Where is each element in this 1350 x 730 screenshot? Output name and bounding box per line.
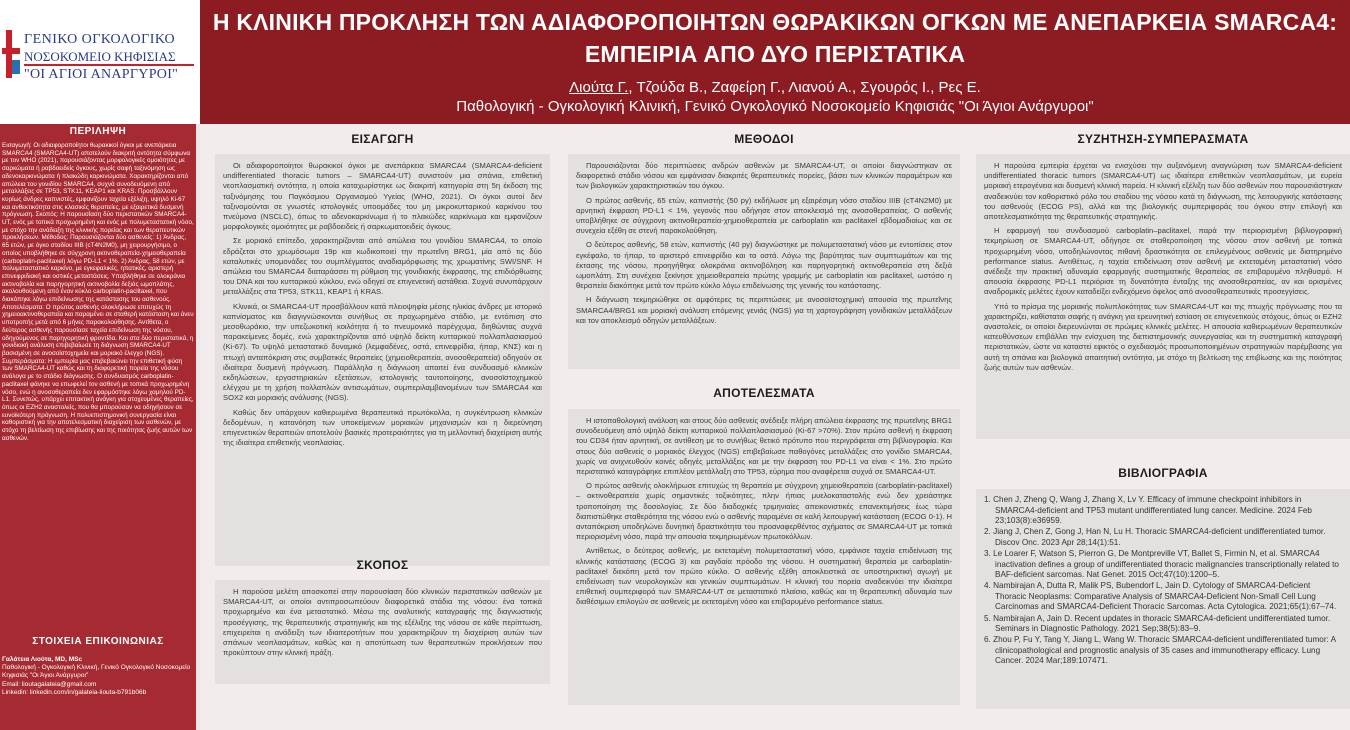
poster-body	[200, 124, 1350, 730]
contact-details	[2, 656, 194, 726]
reference-item: 6. Zhou P, Fu Y, Tang Y, Jiang L, Wang W. Thoracic SMARCA4-deficient undifferentiated tumor: A clinicopathological and prognostic analysis of 35 cases and immunotherapy efficacy. Lung Cancer. 2024 Mar;189:107471.	[984, 635, 1336, 666]
aim-paragraph-1: Η παρούσα μελέτη αποσκοπεί στην παρουσίαση δύο κλινικών περιστατικών ασθενών με SMARCA4-UT, οι οποίοι αντιπροσωπεύουν διαφορετικά στάδια της νόσου: ένα τοπικά προχωρημένο και ένα μεταστατικό. Μέσω της αναλυτικής καταγραφής της διαγνωστικής προσέγγισης, της θεραπευτικής στρατηγικής και της εξέλιξης της νόσου σε κάθε περίπτωση, επιχειρείται η ανάδειξη των ιδιαιτεροτήτων που χαρακτηρίζουν τη διαχείριση αυτών των σπάνιων νεοπλασμάτων, καθώς και η αποτύπωση των θεραπευτικών προκλήσεων που προκύπτουν στην κλινική πράξη.	[223, 587, 542, 658]
contact-heading: ΣΤΟΙΧΕΙΑ ΕΠΙΚΟΙΝΩΝΙΑΣ	[32, 636, 164, 647]
intro-paragraph-4: Καθώς δεν υπάρχουν καθιερωμένα θεραπευτικά πρωτόκολλα, η συγκέντρωση κλινικών δεδομένων, η κατανόηση των υποκείμενων μοριακών μηχανισμών και η διερεύνηση επιγενετικών θεραπειών αποτελούν βασικές προτεραιότητες για τη μελλοντική διαχείριση αυτής της ιδιαίτερα επιθετικής νεοπλασίας.	[223, 407, 542, 448]
discussion-heading: ΣΥΖΗΤΗΣΗ-ΣΥΜΠΕΡΑΣΜΑΤΑ	[1077, 132, 1249, 146]
results-paragraph-2: Ο πρώτος ασθενής ολοκλήρωσε επιτυχώς τη θεραπεία με σύγχρονη χημειοθεραπεία (carboplatin-paclitaxel) – ακτινοθεραπεία χωρίς σημαντικές τοξικότητες, πλην ήπιας μυελοκαταστολής ενώ δεν χρειάστηκε τροποποίηση της δοσολογίας. Σε δύο διαδοχικές τριμηνιαίες απεικονιστικές επανεκτιμήσεις έως τώρα διαπιστώθηκε σταθερότητα της νόσου ενώ ο ασθενής παραμένει σε καλή λειτουργική κατάσταση (ECOG 0-1). Η ανταπόκριση υποδηλώνει δυνητική δραστικότητα του προαναφερθέντος σχήματος σε SMARCA4-UT με τοπικά περιορισμένη νόσο, παρά την απουσία τεκμηριωμένων πρωτοκόλλων.	[576, 481, 952, 542]
other-authors: , Τζούδα Β., Ζαφείρη Γ., Λιανού Α., Σγουρός Ι., Ρες Ε.	[628, 79, 981, 96]
results-paragraph-3: Αντίθετως, ο δεύτερος ασθενής, με εκτεταμένη πολυμεταστατική νόσο, εμφάνισε ταχεία επιδείνωση της κλινικής κατάστασης (ECOG 3) και ραγδαία πρόοδο της νόσου. Η συστηματική θεραπεία με carboplatin-paclitaxel διεκόπη μετά τον πρώτο κύκλο. Ο ασθενής εξέθη αποκλειστικά σε υποστηρικτική αγωγή με επιδείνωση των νευρολογικών και γενικών συμπτωμάτων. Η κλινική του πορεία αναδεικνύει την ιδιαίτερα επιθετική συμπεριφορά των SMARCA4-UT σε μεταστατικό πλαίσιο, καθώς και τη θεραπευτική αδυναμία των διαθέσιμων επιλογών σε ασθενείς με εκτεταμένη νόσο και επιβαρυμένο performance status.	[576, 546, 952, 607]
contact-affiliation: Παθολογική - Ογκολογική Κλινική, Γενικό Ογκολογικό Νοσοκομείο Κηφισιάς "Οι Άγιοι Ανάργυροι"	[2, 664, 191, 680]
reference-item: 1. Chen J, Zheng Q, Wang J, Zhang X, Lv Y. Efficacy of immune checkpoint inhibitors in SMARCA4-deficient and TP53 mutant undifferentiated lung cancer. Medicine. 2024 Feb 23;103(8):e36959.	[984, 495, 1312, 526]
author-list	[210, 78, 1340, 97]
poster-header	[0, 0, 1350, 124]
methods-paragraph-1: Παρουσιάζονται δύο περιπτώσεις ανδρών ασθενών με SMARCA4-UT, οι οποίοι διαγνώστηκαν σε διαφορετικό στάδιο νόσου και εμφάνισαν διακριτές θεραπευτικές πορείες, βάσει των κλινικών παραμέτρων και των βιολογικών χαρακτηριστικών του όγκου.	[576, 161, 952, 191]
aim-section	[215, 580, 550, 684]
contact-email: Email: lioutagalateia@gmail.com	[2, 680, 97, 688]
poster-title-line-2: ΕΜΠΕΙΡΙΑ ΑΠΟ ΔΥΟ ΠΕΡΙΣΤΑΤΙΚΑ	[584, 41, 966, 67]
logo-text-line-2: ΝΟΣΟΚΟΜΕΙΟ ΚΗΦΙΣΙΑΣ	[24, 49, 176, 64]
poster-title	[210, 6, 1340, 70]
contact-name: Γαλάτεια Λιούτα, MD, MSc	[2, 656, 83, 663]
poster-title-line-1: Η ΚΛΙΝΙΚΗ ΠΡΟΚΛΗΣΗ ΤΩΝ ΑΔΙΑΦΟΡΟΠΟΙΗΤΩΝ ΘΩΡΑΚΙΚΩΝ ΟΓΚΩΝ ΜΕ ΑΝΕΠΑΡΚΕΙΑ SMARCA4:	[212, 9, 1338, 35]
methods-paragraph-4: Η διάγνωση τεκμηριώθηκε σε αμφότερες τις περιπτώσεις με ανοσοϊστοχημική απουσία της πρωτεΐνης SMARCA4/BRG1 και μοριακή ανάλυση επόμενης γενιάς (NGS) για τη χαρτογράφηση γονιδιακών μεταλλάξεων και τον αποκλεισμό οδηγών μεταλλάξεων.	[576, 295, 952, 325]
results-paragraph-1: Η ιστοπαθολογική ανάλυση και στους δύο ασθενείς ανέδειξε πλήρη απώλεια έκφρασης της πρωτεΐνης BRG1 συνοδευόμενη από υψηλό δείκτη κυτταρικού πολλαπλασιασμού (Ki-67 >70%). Στον πρώτο ασθενή η έκφραση του CD34 ήταν αρνητική, σε αντίθεση με το συνήθως θετικό πρότυπο που περιγράφεται στη βιβλιογραφία. Και στους δύο ασθενείς ο μοριακός έλεγχος (NGS) επιβεβαίωσε παθογόνες μεταλλάξεις στο γονίδιο SMARCA4, χωρίς να ανιχνευθούν κοινές οδηγές μεταλλάξεις και με την έκφραση του PD-L1 να είναι < 1%. Στο πρώτο περιστατικό καταγράφηκε επιπλέον μετάλλαξη στο TP53, εύρημα που αναφέρεται συχνά σε SMARCA4-UT.	[576, 416, 952, 477]
reference-item: 5. Nambirajan A, Jain D. Recent updates in thoracic SMARCA4-deficient undifferentiated tumor. Seminars in Diagnostic Pathology. 2021 Sep;38(5):83–9.	[984, 613, 1331, 634]
logo-text-line-3: "ΟΙ ΑΓΙΟΙ ΑΝΑΡΓΥΡΟΙ"	[24, 64, 194, 83]
summary-text: Εισαγωγή: Οι αδιαφοροποίητοι θωρακικοί όγκοι με ανεπάρκεια SMARCA4 (SMARCA4-UT) αποτελούν διακριτή οντότητα σύμφωνα με τον WHO (2021), παρουσιάζοντας μορφολογικές ομοιότητες με σαρκώματα ή ραβδοειδείς όγκους, χωρίς σαφή ταξινόμηση ως αδενοκαρκινώματα ή πλακώδη καρκινώματα. Χαρακτηρίζονται από απώλεια του γονιδίου SMARCA4, συχνά συνοδευόμενη από μεταλλάξεις σε TP53, STK11, KEAP1 και KRAS. Προσβάλλουν κυρίως άνδρες καπνιστές, εμφανίζουν ταχεία εξέλιξη, υψηλό Ki-67 και ανθεκτικότητα στις κλασικές θεραπείες, με εξαιρετικά δυσμενή πρόγνωση. Σκοπός: Η παρουσίαση δύο περιστατικών SMARCA4-UT, ενός με τοπικά προχωρημένη και ενός με πολυμεταστατική νόσο, με στόχο την ανάδειξη της κλινικής πορείας και των θεραπευτικών προκλήσεων. Μέθοδος: Παρουσιάζονται δύο ασθενείς: 1) Άνδρας, 65 ετών, με όγκο σταδίου IIIB (cT4N2M0), μη χειρουργήσιμο, ο οποίος υποβλήθηκε σε σύγχρονη ακτινοθεραπεία-χημειοθεραπεία (carboplatin-paclitaxel) λόγω PD-L1 < 1%. 2) Άνδρας, 58 ετών, με πολυμεταστατικό καρκίνο, με εγκεφαλικές, ηπατικές, αριστερή επινεφριδιακή και οστικές μεταστάσεις. Υποβλήθηκε σε ολοκράνια ακτινοβολία και παρηγορητική ακτινοβολία δεξιάς ωμοπλάτης, ακολουθούμενη από έναν κύκλο carboplatin-paclitaxel, που διακόπηκε λόγω επιδείνωσης της κατάστασης του ασθενούς. Αποτελέσματα: Ο πρώτος ασθενής ολοκλήρωσε επιτυχώς τη χημειοακτινοθεραπεία και παραμένει σε σταθερή κατάσταση και άνευ υποτροπής μετά από 6 μήνες παρακολούθησης. Αντίθετα, ο δεύτερος ασθενής παρουσίασε ταχεία επιδείνωση της νόσου, οδηγούμενος σε παρηγορητική φροντίδα. Και στα δύο περιστατικά, η γονιδιακή ανάλυση επιβεβαίωσε τη διάγνωση SMARCA4-UT βασισμένη σε ανοσοϊστοχημεία και μοριακό έλεγχο (NGS). Συμπεράσματα: Η εμπειρία μας επιβεβαιώνει την επιθετική φύση των SMARCA4-UT καθώς και τη διαφορετική πορεία της νόσου ανάλογα με το στάδιο διάγνωσης. Ο συνδυασμός carboplatin-paclitaxel φάνηκε να επωφελεί τον ασθενή με τοπικά προχωρημένη νόσο, ενώ η ανοσοθεραπεία δεν εφαρμόστηκε λόγω χαμηλού PD-L1. Συνεπώς, υπάρχει επιτακτική ανάγκη για στοχευμένες θεραπείες, όπως οι EZH2 αναστολείς, που θα μπορούσαν να οδηγήσουν σε ευνοϊκότερη πρόγνωση. Η πολυεπιστημονική συνεργασία είναι καθοριστική για την αποτελεσματική διαχείριση των ασθενών, με στόχο τη βελτίωση της επιβίωσης και της ποιότητας ζωής αυτών των ασθενών.	[2, 142, 194, 442]
discussion-paragraph-2: Η εφαρμογή του συνδυασμού carboplatin–paclitaxel, παρά την περιορισμένη βιβλιογραφική τεκμηρίωση σε SMARCA4-UT, οδήγησε σε σταθεροποίηση της νόσου στον ασθενή με τοπικά προχωρημένη νόσο, υποδηλώνοντας πιθανή δραστικότητα σε επιλεγμένους ασθενείς με διατηρημένο performance status. Αντιθέτως, η ταχεία επιδείνωση στον ασθενή με εκτεταμένη μεταστατική νόσο ανέδειξε την πρακτική αδυναμία εφαρμογής συστηματικής θεραπείας σε επιβαρυμένο πληθυσμό. Η απουσία έκφρασης PD-L1 περιόρισε τη δυνατότητα ένταξης της ανοσοθεραπείας, αν και ορισμένες αναδρομικές μελέτες έχουν καταδείξει ενδεχόμενο όφελος από ανοσοθεραπευτικές προσεγγίσεις.	[984, 226, 1342, 297]
references-heading: ΒΙΒΛΙΟΓΡΑΦΙΑ	[1118, 466, 1208, 480]
intro-paragraph-1: Οι αδιαφοροποίητοι θωρακικοί όγκοι με ανεπάρκεια SMARCA4 (SMARCA4-deficient undifferentiated thoracic tumors – SMARCA4-UT) συνιστούν μια σπάνια, επιθετική νεοπλασματική οντότητα, η οποία καταχωρίστηκε ως διακριτή κατηγορία στη 5η έκδοση της ταξινόμησης του Παγκόσμιου Οργανισμού Υγείας (WHO, 2021). Οι όγκοι αυτοί δεν ταξινομούνται σε γνωστές ιστολογικές υποομάδες του μη μικροκυτταρικού καρκίνου του πνεύμονα (NSCLC), όπως το αδενοκαρκίνωμα ή το πλακώδες καρκίνωμα και εμφανίζουν μορφολογικές ομοιότητες με ραβδοειδείς ή σαρκωματοειδείς όγκους.	[223, 161, 542, 232]
summary-heading: ΠΕΡΙΛΗΨΗ	[69, 126, 127, 137]
intro-section	[215, 154, 550, 566]
discussion-paragraph-1: Η παρούσα εμπειρία έρχεται να ενισχύσει την αυξανόμενη αναγνώριση των SMARCA4-deficient undifferentiated thoracic tumors (SMARCA4-UT) ως ιδιαίτερα επιθετικών νεοπλασμάτων, με ευρεία μοριακή ετερογένεια και δυσμενή κλινική πορεία. Η κλινική εξέλιξη των δύο ασθενών που παρουσιάστηκαν αναδεικνύει τον καθοριστικό ρόλο του σταδίου της νόσου κατά τη διάγνωση, της λειτουργικής κατάστασης του ασθενούς (ECOG PS), αλλά και της βιολογικής συμπεριφοράς του όγκου στην επιλογή και αποτελεσματικότητα της θεραπευτικής στρατηγικής.	[984, 161, 1342, 222]
reference-item: 2. Jiang J, Chen Z, Gong J, Han N, Lu H. Thoracic SMARCA4-deficient undifferentiated tumor. Discov Onc. 2023 Apr 28;14(1):51.	[984, 527, 1326, 547]
hospital-logo	[0, 0, 200, 124]
first-author: Λιούτα Γ.	[569, 79, 629, 96]
discussion-paragraph-3: Υπό το πρίσμα της μοριακής πολυπλοκότητας των SMARCA4-UT και της πτωχής πρόγνωσης που τα χαρακτηρίζει, καθίσταται σαφής η ανάγκη για ερευνητική εστίαση σε επιγενετικούς στόχους, όπως οι EZH2 αναστολείς, οι οποίοι διερευνώνται σε πρώιμες κλινικές μελέτες. Η απουσία καθιερωμένων θεραπευτικών κατευθύνσεων επιβάλλει την ενίσχυση της διεπιστημονικής συνεργασίας και τη συστηματική καταγραφή περιστατικών, ώστε να καταστεί εφικτός ο σχεδιασμός προσωποποιημένων στρατηγικών παρέμβασης για αυτή τη σπάνια και βιολογικά απαιτητική οντότητα, με στόχο τη βελτίωση της επιβίωσης και της ποιότητας ζωής αυτών των ασθενών.	[984, 301, 1342, 372]
reference-item: 4. Nambirajan A, Dutta R, Malik PS, Bubendorf L, Jain D. Cytology of SMARCA4-Deficient Thoracic Neoplasms: Comparative Analysis of SMARCA4-Deficient Non-Small Cell Lung Carcinomas and SMARCA4-Deficient Thoracic Sarcomas. Acta Cytologica. 2021;65(1):67–74.	[984, 581, 1337, 612]
logo-text-line-1: ΓΕΝΙΚΟ ΟΓΚΟΛΟΓΙΚΟ	[24, 32, 176, 47]
cross-icon	[2, 30, 20, 78]
intro-paragraph-3: Κλινικά, οι SMARCA4-UT προσβάλλουν κατά πλειοψηφία μέσης ηλικίας άνδρες με ιστορικό καπνίσματος και διαγιγνώσκονται συνήθως σε προχωρημένο στάδιο, με εντόπιση στο μεσοθωράκιο, την υπεζωκοτική κοιλότητα ή το πνευμονικό παρέγχυμα, διηθώντας συχνά παρακείμενες δομές, ενώ χαρακτηρίζονται από υψηλό δείκτη κυτταρικού πολλαπλασιασμού (Ki-67). Το υψηλό μεταστατικό δυναμικό (λεμφαδένες, οστά, επινεφρίδια, ήπαρ, ΚΝΣ) και η πτωχή ανταπόκριση στις συμβατικές θεραπείες (χημειοθεραπεία, ανοσοθεραπεία) οδηγούν σε ιδιαίτερα δυσμενή πρόγνωση. Παράλληλα η διάγνωση απαιτεί ένα συνδυασμό κλινικών εκδηλώσεων, εργαστηριακών εξετάσεων, ιστολογικής ταυτοποίησης, ανοσοϊστοχημικού ελέγχου με τη χρήση πολλαπλών αντισωμάτων, συμπεριλαμβανομένων των SMARCA4 και SOX2 και μοριακής ανάλυσης (NGS).	[223, 301, 542, 403]
methods-section	[568, 154, 960, 369]
intro-heading: ΕΙΣΑΓΩΓΗ	[351, 132, 414, 146]
references-section	[976, 489, 1350, 709]
methods-heading: ΜΕΘΟΔΟΙ	[734, 132, 794, 146]
affiliation: Παθολογική - Ογκολογική Κλινική, Γενικό Ογκολογικό Νοσοκομείο Κηφισιάς "Οι Άγιοι Ανάργυροι"	[456, 98, 1094, 115]
reference-item: 3. Le Loarer F, Watson S, Pierron G, De Montpreville VT, Ballet S, Firmin N, et al. SMARCA4 inactivation defines a group of undifferentiated thoracic malignancies transcriptionally related to BAF-deficient sarcomas. Nat Genet. 2015 Oct;47(10):1200–5.	[984, 548, 1339, 580]
reference-list	[984, 495, 1342, 667]
methods-paragraph-3: Ο δεύτερος ασθενής, 58 ετών, καπνιστής (40 py) διαγνώστηκε με πολυμεταστατική νόσο με εντοπίσεις στον εγκέφαλο, το ήπαρ, το αριστερό επινεφρίδιο και τα οστά. Λόγω της βαρύτητας των συμπτωμάτων και της έκτασης της νόσου, προηγήθηκε ολοκράνια ακτινοβόληση και παρηγορητική ακτινοθεραπεία στη δεξιά ωμοπλάτη. Στη συνέχεια ξεκίνησε χημειοθεραπεία πρώτης γραμμής με carboplatin και paclitaxel, ωστόσο η θεραπεία διακόπηκε μετά τον πρώτο κύκλο λόγω επιδείνωσης της γενικής του κατάστασης.	[576, 240, 952, 291]
discussion-section	[976, 154, 1350, 439]
intro-paragraph-2: Σε μοριακό επίπεδο, χαρακτηρίζονται από απώλεια του γονιδίου SMARCA4, το οποίο εδράζεται στο χρωμόσωμα 19p και κωδικοποιεί την πρωτεΐνη BRG1, μία από τις δύο καταλυτικές υπομονάδες του συμπλέγματος αναδιαμόρφωσης της χρωματίνης SWI/SNF. Η απώλεια του SMARCA4 διαταράσσει τη ρύθμιση της γονιδιακής έκφρασης, της επιδιόρθωσης του DNA και του κυτταρικού κύκλου, ενώ οδηγεί σε επιγενετική αστάθεια. Συχνά συνυπάρχουν μεταλλάξεις στα TP53, STK11, KEAP1 ή KRAS.	[223, 236, 542, 297]
methods-paragraph-2: Ο πρώτος ασθενής, 65 ετών, καπνιστής (50 py) εκδήλωσε μη εξαιρέσιμη νόσο σταδίου IIIB (cT4N2M0) με αρνητική έκφραση PD-L1 < 1%, γεγονός που οδήγησε στον αποκλεισμό της ανοσοθεραπείας. Ο ασθενής υποβλήθηκε σε σύγχρονη ακτινοθεραπεία-χημειοθεραπεία με carboplatin και paclitaxel εβδομαδιαίως και σε συνεχεία εξέθη σε στενή παρακολούθηση.	[576, 195, 952, 236]
results-heading: ΑΠΟΤΕΛΕΣΜΑΤΑ	[713, 386, 815, 400]
aim-heading: ΣΚΟΠΟΣ	[356, 558, 409, 572]
abstract-sidebar	[0, 124, 196, 730]
results-section	[568, 409, 960, 705]
contact-linkedin: Linkedin: linkedin.com/in/galateia-liouta-b791b06b	[2, 688, 147, 696]
